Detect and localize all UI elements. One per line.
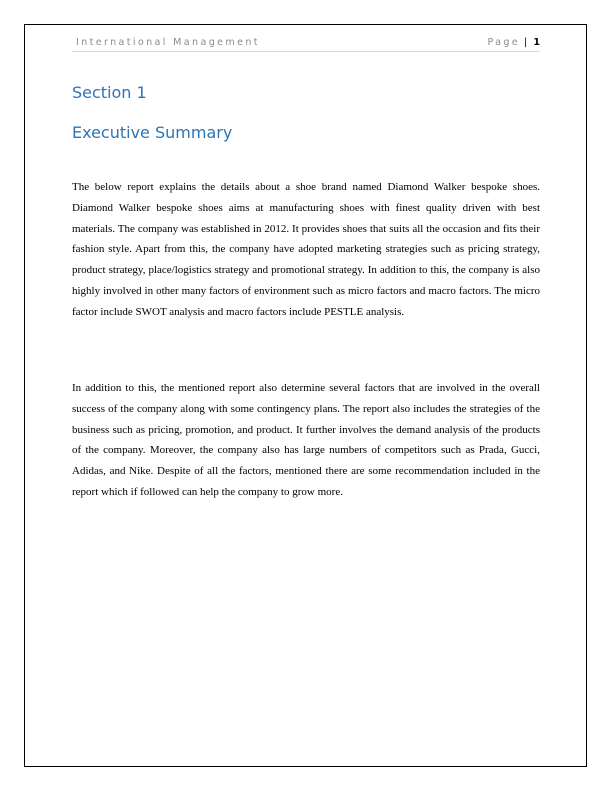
- header-page-number: 1: [533, 37, 540, 48]
- summary-paragraph-2: In addition to this, the mentioned report also determine several factors that are involved in the overall success of the company along with some contingency plans. The report also includes the strategies of the business such as pricing, promotion, and product. It further involves the demand analysis of the products of the company. Moreover, the company also has large numbers of competitors such as Prada, Gucci, Adidas, and Nike. Despite of all the factors, mentioned there are some recommendation included in the report which if followed can help the company to grow more.: [72, 382, 540, 498]
- summary-paragraph-1: The below report explains the details about a shoe brand named Diamond Walker bespoke shoes. Diamond Walker bespoke shoes aims at manufacturing shoes with finest quality driven with best materials. The company was established in 2012. It provides shoes that suits all the occasion and fits their fashion style. Apart from this, the company have adopted marketing strategies such as pricing strategy, product strategy, place/logistics strategy and promotional strategy. In addition to this, the company is also highly involved in other many factors of environment such as micro factors and macro factors. The micro factor include SWOT analysis and macro factors include PESTLE analysis.: [72, 181, 540, 318]
- section-heading: Section 1: [72, 83, 147, 102]
- page-header: [72, 35, 540, 52]
- executive-summary-heading: Executive Summary: [72, 123, 233, 142]
- header-page-indicator: [488, 37, 540, 48]
- header-title: International Management: [76, 37, 260, 48]
- header-page-label: Page: [487, 37, 520, 48]
- header-separator: |: [524, 37, 528, 48]
